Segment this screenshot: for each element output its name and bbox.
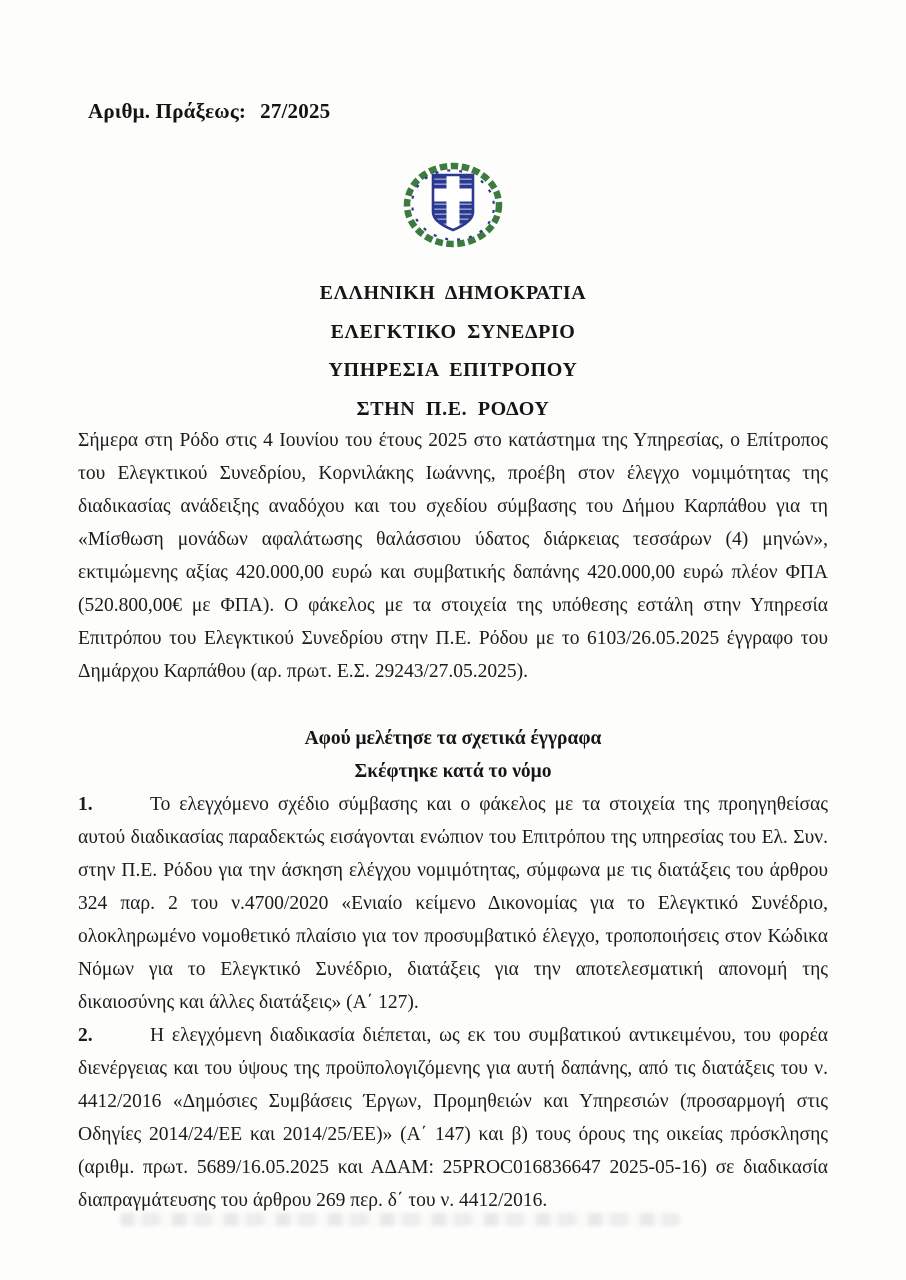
- coat-of-arms-icon: [402, 160, 504, 250]
- letterhead-line-region: ΣΤΗΝ Π.Ε. ΡΟΔΟΥ: [356, 397, 550, 420]
- numbered-paragraph-1: [78, 788, 828, 1019]
- section-heading-law: Σκέφτηκε κατά το νόμο: [354, 761, 552, 782]
- document-body: [78, 424, 828, 1217]
- scan-bleed-artifact: [120, 1213, 680, 1226]
- act-number-label: Αριθμ. Πράξεως:: [88, 99, 247, 123]
- act-number: [88, 99, 330, 124]
- letterhead: [0, 274, 906, 428]
- act-number-value: 27/2025: [260, 99, 331, 123]
- section-heading-documents: Αφού μελέτησε τα σχετικά έγγραφα: [304, 728, 602, 749]
- letterhead-line-court: ΕΛΕΓΚΤΙΚΟ ΣΥΝΕΔΡΙΟ: [330, 320, 576, 343]
- paragraph-text: Η ελεγχόμενη διαδικασία διέπεται, ως εκ του συμβατικού αντικειμένου, του φορέα διενέργειας και του ύψους της προϋπολογιζόμενης για αυτή δαπάνης, από τις διατάξεις του ν. 4412/2016 «Δημόσιες Συμβάσεις Έργων, Προμηθειών και Υπηρεσιών (προσαρμογή στις Οδηγίες 2014/24/ΕΕ και 2014/25/ΕΕ)» (Α΄ 147) και β) τους όρους της οικείας πρόσκλησης (αριθμ. πρωτ. 5689/16.05.2025 και ΑΔΑΜ: 25PROC016836647 2025-05-16) σε διαδικασία διαπραγμάτευσης του άρθρου 269 περ. δ΄ του ν. 4412/2016.: [78, 1025, 828, 1211]
- paragraph-number: 1.: [78, 794, 93, 815]
- paragraph-text: Το ελεγχόμενο σχέδιο σύμβασης και ο φάκελος με τα στοιχεία της προηγηθείσας αυτού διαδικασίας παραδεκτώς εισάγονται ενώπιον του Επιτρόπου της υπηρεσίας του Ελ. Συν. στην Π.Ε. Ρόδου για την άσκηση ελέγχου νομιμότητας, σύμφωνα με τις διατάξεις του άρθρου 324 παρ. 2 του ν.4700/2020 «Ενιαίο κείμενο Δικονομίας για το Ελεγκτικό Συνέδριο, ολοκληρωμένο νομοθετικό πλαίσιο για τον προσυμβατικό έλεγχο, τροποποιήσεις στον Κώδικα Νόμων για το Ελεγκτικό Συνέδριο, διατάξεις για την αποτελεσματική απονομή της δικαιοσύνης και άλλες διατάξεις» (Α΄ 127).: [78, 794, 828, 1013]
- intro-paragraph: Σήμερα στη Ρόδο στις 4 Ιουνίου του έτους 2025 στο κατάστημα της Υπηρεσίας, ο Επίτροπος του Ελεγκτικού Συνεδρίου, Κορνιλάκης Ιωάννης, προέβη στον έλεγχο νομιμότητας της διαδικασίας ανάδειξης αναδόχου και του σχεδίου σύμβασης του Δήμου Καρπάθου για τη «Μίσθωση μονάδων αφαλάτωσης θαλάσσιου ύδατος διάρκειας τεσσάρων (4) μηνών», εκτιμώμενης αξίας 420.000,00 ευρώ και συμβατικής δαπάνης 420.000,00 ευρώ πλέον ΦΠΑ (520.800,00€ με ΦΠΑ). Ο φάκελος με τα στοιχεία της υπόθεσης εστάλη στην Υπηρεσία Επιτρόπου του Ελεγκτικού Συνεδρίου στην Π.Ε. Ρόδου με το 6103/26.05.2025 έγγραφο του Δημάρχου Καρπάθου (αρ. πρωτ. Ε.Σ. 29243/27.05.2025).: [78, 430, 828, 682]
- paragraph-number: 2.: [78, 1025, 93, 1046]
- letterhead-line-republic: ΕΛΛΗΝΙΚΗ ΔΗΜΟΚΡΑΤΙΑ: [319, 282, 587, 304]
- greek-coat-of-arms-emblem: [402, 160, 504, 250]
- numbered-paragraph-2: [78, 1019, 828, 1217]
- letterhead-line-service: ΥΠΗΡΕΣΙΑ ΕΠΙΤΡΟΠΟΥ: [328, 359, 578, 381]
